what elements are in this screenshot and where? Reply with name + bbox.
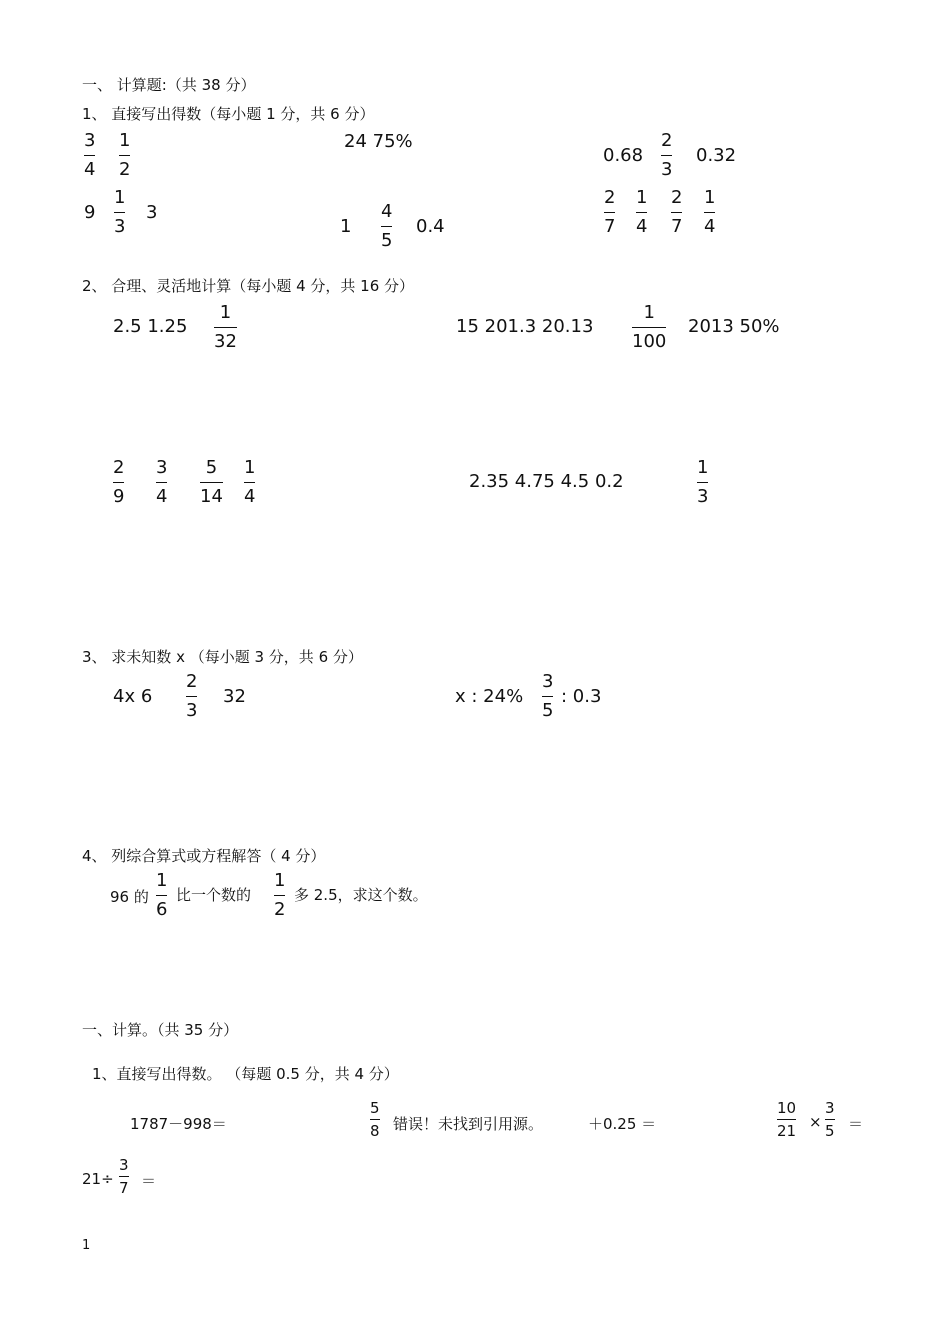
- question-4-label: 4、 列综合算式或方程解答（ 4 分）: [82, 847, 326, 865]
- fraction: 3 4: [156, 457, 168, 507]
- word-problem-text: 96 的: [110, 888, 149, 906]
- fraction: 5 14: [200, 457, 223, 507]
- question-1-label: 1、 直接写出得数（每小题 1 分，共 6 分）: [82, 105, 375, 123]
- fraction: 1 3: [114, 187, 126, 237]
- fraction: 1 4: [636, 187, 648, 237]
- fraction: 1 4: [704, 187, 716, 237]
- expression: 4x 6: [113, 686, 153, 707]
- fraction: 10 21: [777, 1099, 797, 1140]
- expression: 1787－998＝: [130, 1115, 227, 1133]
- expression: 0.68: [603, 145, 644, 166]
- fraction: 1 100: [632, 302, 667, 352]
- question-3-label: 3、 求未知数 x （每小题 3 分，共 6 分）: [82, 648, 363, 666]
- fraction: 1 2: [119, 130, 131, 180]
- word-problem-text: 多 2.5，求这个数。: [294, 886, 428, 904]
- fraction: 3 4: [84, 130, 96, 180]
- expression: 15 201.3 20.13: [456, 316, 594, 337]
- expression: 0.32: [696, 145, 737, 166]
- question-1-label: 1、直接写出得数。 （每题 0.5 分，共 4 分）: [92, 1065, 399, 1083]
- fraction: 1 2: [274, 870, 286, 920]
- section-title: 一、 计算题:（共 38 分）: [82, 76, 256, 94]
- fraction: 3 5: [542, 671, 554, 721]
- expression: ＝: [848, 1115, 864, 1133]
- section-title: 一、计算。（共 35 分）: [82, 1021, 239, 1039]
- fraction: 1 3: [697, 457, 709, 507]
- question-2-label: 2、 合理、灵活地计算（每小题 4 分，共 16 分）: [82, 277, 415, 295]
- fraction: 1 32: [214, 302, 237, 352]
- fraction: 2 7: [671, 187, 683, 237]
- fraction: 4 5: [381, 201, 393, 251]
- expression: 1: [340, 216, 352, 237]
- fraction: 2 3: [186, 671, 198, 721]
- expression: x : 24%: [455, 686, 524, 707]
- fraction: 2 7: [604, 187, 616, 237]
- expression: 0.4: [416, 216, 445, 237]
- expression: 21÷: [82, 1170, 114, 1188]
- error-text: 错误！未找到引用源。: [393, 1115, 544, 1133]
- fraction: 1 4: [244, 457, 256, 507]
- fraction: 2 3: [661, 130, 673, 180]
- fraction: 2 9: [113, 457, 125, 507]
- expression: 2.5 1.25: [113, 316, 188, 337]
- fraction: 3 7: [119, 1156, 129, 1197]
- page-number: 1: [82, 1238, 91, 1253]
- expression: 2.35 4.75 4.5 0.2: [469, 471, 624, 492]
- multiply-sign: ×: [809, 1113, 822, 1131]
- fraction: 5 8: [370, 1099, 380, 1140]
- fraction: 3 5: [825, 1099, 835, 1140]
- expression: 32: [223, 686, 246, 707]
- expression: 3: [146, 202, 158, 223]
- fraction: 1 6: [156, 870, 168, 920]
- word-problem-text: 比一个数的: [176, 886, 252, 904]
- expression: ＋0.25 ＝: [588, 1115, 657, 1133]
- expression: 24 75%: [344, 131, 413, 152]
- expression: 9: [84, 202, 96, 223]
- expression: ＝: [141, 1172, 157, 1190]
- expression: : 0.3: [561, 686, 602, 707]
- expression: 2013 50%: [688, 316, 780, 337]
